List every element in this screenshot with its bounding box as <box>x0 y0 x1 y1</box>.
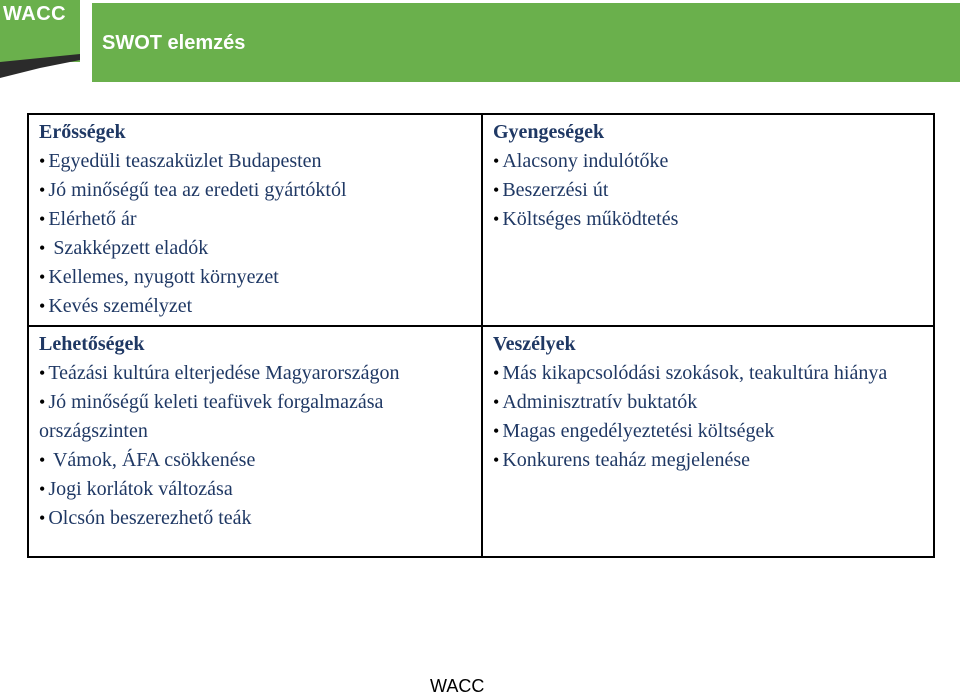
list-item-text: Adminisztratív buktatók <box>502 391 698 413</box>
logo-swoosh-icon <box>0 54 80 82</box>
bullet-icon: • <box>39 209 46 229</box>
weaknesses-cell <box>482 114 934 326</box>
logo <box>0 0 80 62</box>
bullet-icon: • <box>39 296 46 316</box>
title-bar <box>92 3 960 82</box>
strengths-list <box>39 147 471 321</box>
opportunities-list <box>39 359 471 533</box>
list-item-text: Egyedüli teaszaküzlet Budapesten <box>48 150 322 172</box>
weaknesses-title: Gyengeségek <box>493 121 605 143</box>
list-item-text: Kevés személyzet <box>48 295 193 317</box>
bullet-icon: • <box>493 151 500 171</box>
logo-text: WACC <box>3 3 67 25</box>
bullet-icon: • <box>39 151 46 171</box>
list-item <box>39 234 471 263</box>
list-item-text: Elérhető ár <box>48 208 137 230</box>
bullet-icon: • <box>39 450 46 470</box>
list-item <box>39 292 471 321</box>
list-item <box>493 205 923 234</box>
bullet-icon: • <box>493 450 500 470</box>
weaknesses-list <box>493 147 923 234</box>
list-item <box>493 359 923 388</box>
list-item-text: Költséges működtetés <box>502 208 679 230</box>
list-item-text: Más kikapcsolódási szokások, teakultúra hiánya <box>502 362 888 384</box>
list-item <box>39 446 471 475</box>
strengths-cell <box>28 114 482 326</box>
opportunities-cell <box>28 326 482 557</box>
bullet-icon: • <box>39 392 46 412</box>
list-item <box>39 205 471 234</box>
bullet-icon: • <box>493 421 500 441</box>
list-item <box>493 147 923 176</box>
list-item <box>39 263 471 292</box>
swot-table <box>27 113 935 558</box>
list-item-text: Beszerzési út <box>502 179 609 201</box>
bullet-icon: • <box>39 508 46 528</box>
strengths-title: Erősségek <box>39 121 126 143</box>
bullet-icon: • <box>493 363 500 383</box>
list-item-text: Olcsón beszerezhető teák <box>48 507 252 529</box>
bullet-icon: • <box>39 180 46 200</box>
list-item <box>493 388 923 417</box>
list-item-text: Vámok, ÁFA csökkenése <box>48 449 256 471</box>
list-item <box>39 176 471 205</box>
list-item-text: Teázási kultúra elterjedése Magyarországon <box>48 362 400 384</box>
bullet-icon: • <box>39 238 46 258</box>
list-item-text: Kellemes, nyugott környezet <box>48 266 279 288</box>
bullet-icon: • <box>39 267 46 287</box>
threats-list <box>493 359 923 475</box>
list-item-text: Alacsony indulótőke <box>502 150 669 172</box>
footer-text: WACC <box>430 676 485 696</box>
list-item <box>39 475 471 504</box>
bullet-icon: • <box>493 209 500 229</box>
list-item-text: Jó minőségű keleti teafüvek forgalmazása országszinten <box>39 391 384 442</box>
list-item-text: Szakképzett eladók <box>48 237 209 259</box>
bullet-icon: • <box>39 479 46 499</box>
list-item <box>39 388 471 446</box>
bullet-icon: • <box>39 363 46 383</box>
list-item-text: Magas engedélyeztetési költségek <box>502 420 775 442</box>
list-item <box>493 417 923 446</box>
bullet-icon: • <box>493 180 500 200</box>
list-item-text: Konkurens teaház megjelenése <box>502 449 750 471</box>
list-item <box>39 147 471 176</box>
list-item-text: Jogi korlátok változása <box>48 478 233 500</box>
list-item <box>39 359 471 388</box>
threats-title: Veszélyek <box>493 333 576 355</box>
list-item <box>493 446 923 475</box>
bullet-icon: • <box>493 392 500 412</box>
list-item <box>39 504 471 533</box>
threats-cell <box>482 326 934 557</box>
page-title: SWOT elemzés <box>102 32 246 54</box>
opportunities-title: Lehetőségek <box>39 333 145 355</box>
list-item-text: Jó minőségű tea az eredeti gyártóktól <box>48 179 347 201</box>
list-item <box>493 176 923 205</box>
